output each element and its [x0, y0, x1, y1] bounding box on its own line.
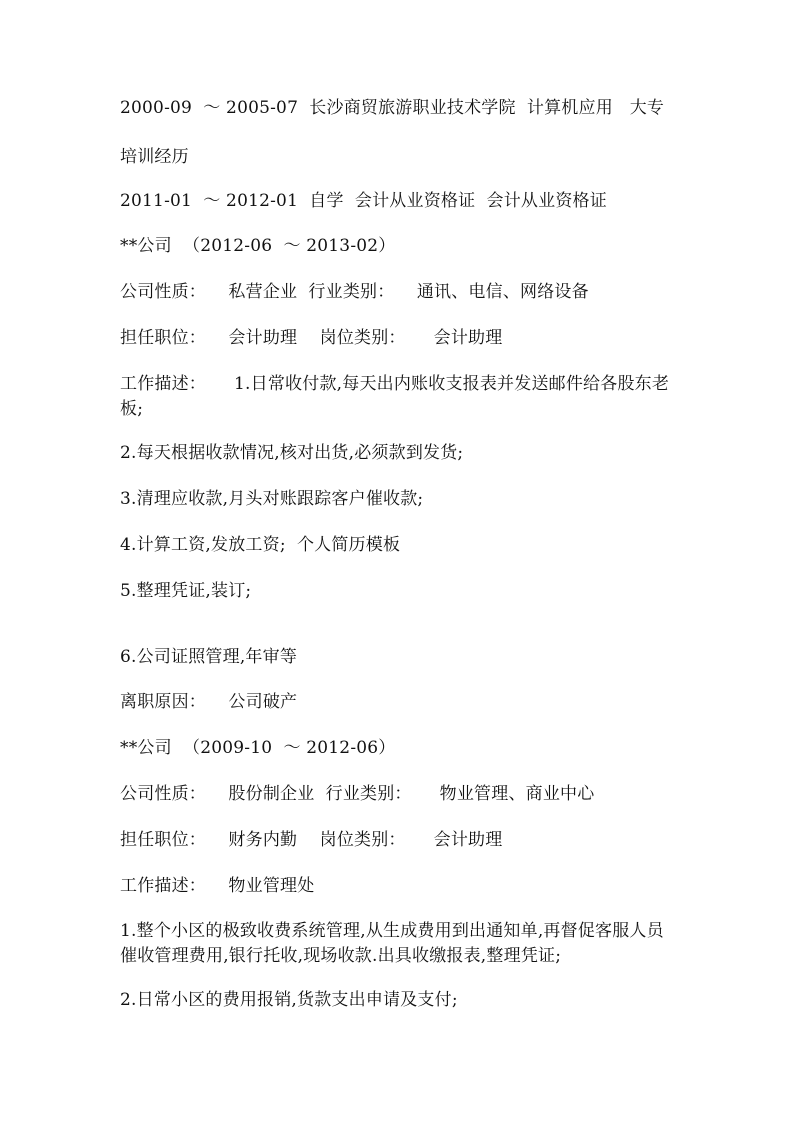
- job1-item-4: 4.计算工资,发放工资; 个人简历模板: [120, 535, 401, 555]
- job1-item-2: 2.每天根据收款情况,核对出货,必须款到发货;: [120, 443, 464, 463]
- job1-position: 担任职位： 会计助理 岗位类别： 会计助理: [120, 328, 503, 348]
- job1-item-5: 5.整理凭证,装订;: [120, 581, 252, 601]
- job2-nature: 公司性质： 股份制企业 行业类别： 物业管理、商业中心: [120, 784, 595, 804]
- training-line: 2011-01 ～ 2012-01 自学 会计从业资格证 会计从业资格证: [120, 191, 607, 211]
- job1-nature: 公司性质： 私营企业 行业类别： 通讯、电信、网络设备: [120, 282, 589, 302]
- job1-item-6: 6.公司证照管理,年审等: [120, 647, 298, 667]
- job2-company: **公司 （2009-10 ～ 2012-06）: [120, 738, 396, 758]
- job2-position: 担任职位： 财务内勤 岗位类别： 会计助理: [120, 830, 503, 850]
- job1-item-3: 3.清理应收款,月头对账跟踪客户催收款;: [120, 489, 424, 509]
- job2-item-2: 2.日常小区的费用报销,货款支出申请及支付;: [120, 990, 458, 1010]
- job2-item-1: 1.整个小区的极致收费系统管理,从生成费用到出通知单,再督促客服人员催收管理费用,银行托收,现场收款.出具收缴报表,整理凭证;: [120, 921, 664, 966]
- job1-description: 工作描述： 1.日常收付款,每天出内账收支报表并发送邮件给各股东老板;: [120, 374, 670, 419]
- education-line: 2000-09 ～ 2005-07 长沙商贸旅游职业技术学院 计算机应用 大专: [120, 98, 665, 118]
- job2-description: 工作描述： 物业管理处: [120, 876, 315, 896]
- training-heading: 培训经历: [120, 147, 189, 167]
- job1-leave-reason: 离职原因： 公司破产: [120, 692, 298, 712]
- job1-company: **公司 （2012-06 ～ 2013-02）: [120, 236, 396, 256]
